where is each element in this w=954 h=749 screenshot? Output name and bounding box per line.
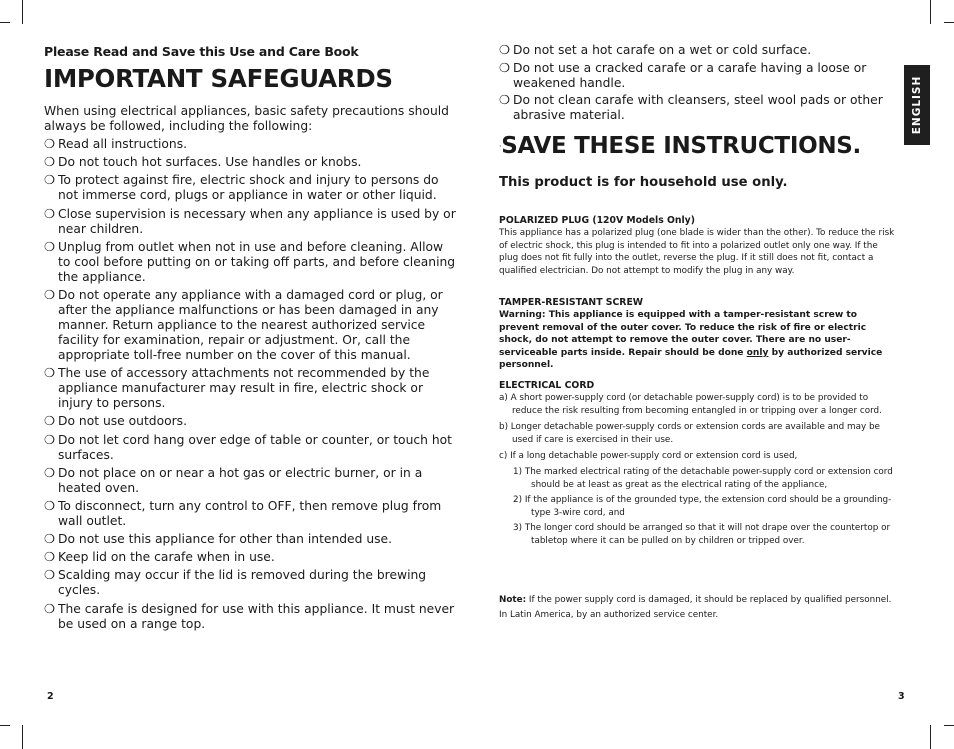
intro-title: Please Read and Save this Use and Care Book	[44, 44, 359, 59]
crop-mark	[944, 22, 954, 23]
circle-bullet-icon: ❍	[499, 60, 511, 75]
safeguard-item-text: The use of accessory attachments not recommended by the appliance manufacturer may result in fire, electric shock or injury to persons.	[58, 366, 430, 411]
bullet-dot: ·	[499, 142, 502, 151]
safeguard-item-text: Do not set a hot carafe on a wet or cold surface.	[513, 43, 812, 57]
safeguard-item	[44, 137, 458, 152]
safeguard-item	[44, 240, 458, 285]
safeguards-list-continued	[499, 43, 895, 126]
page-number: 3	[898, 691, 905, 702]
cord-subitem-2: 2) If the appliance is of the grounded type, the extension cord should be a grounding-type 3-wire cord, and	[513, 495, 892, 518]
tamper-screw-warning	[499, 309, 895, 372]
note-text: If the power supply cord is damaged, it should be replaced by qualified personnel. In Latin America, by an authorized service center.	[499, 595, 892, 620]
crop-mark	[0, 22, 10, 23]
note-label: Note:	[499, 595, 527, 605]
safeguard-item-text: To protect against fire, electric shock and injury to persons do not immerse cord, plugs or appliance in water or other liquid.	[58, 173, 439, 203]
safeguard-item	[44, 173, 458, 203]
household-use-notice: This product is for household use only.	[499, 175, 788, 190]
page-number: 2	[47, 691, 54, 702]
circle-bullet-icon: ❍	[44, 601, 56, 616]
safeguard-item-text: Keep lid on the carafe when in use.	[58, 550, 275, 565]
polarized-plug-text: This appliance has a polarized plug (one blade is wider than the other). To reduce the risk of electric shock, this plug is intended to fit into a polarized outlet only one way. If the plug does not fit fully into the outlet, reverse the plug. If it still does not fit, contact a qualified electrician. Do not attempt to modify the plug in any way.	[499, 228, 895, 276]
polarized-plug-title: POLARIZED PLUG (120V Models Only)	[499, 215, 695, 226]
circle-bullet-icon: ❍	[44, 366, 56, 381]
cord-note	[499, 593, 895, 623]
electrical-cord-title: ELECTRICAL CORD	[499, 380, 595, 391]
safeguard-item-text: Read all instructions.	[58, 137, 188, 151]
circle-bullet-icon: ❍	[44, 137, 56, 151]
safeguard-item	[44, 366, 458, 411]
safeguard-item	[44, 466, 458, 496]
safeguard-item	[499, 43, 895, 58]
circle-bullet-icon: ❍	[44, 498, 56, 513]
safeguard-item	[44, 532, 458, 547]
crop-mark	[944, 725, 954, 726]
tamper-warning-text: Warning: This appliance is equipped with a tamper-resistant screw to prevent removal of the outer cover. To reduce the risk of fire or electric shock, do not attempt to remove the outer cover. There are no user-serviceable parts inside. Repair should be done	[499, 310, 867, 358]
safeguard-item-text: Do not touch hot surfaces. Use handles or knobs.	[58, 155, 362, 170]
polarized-plug-section	[499, 215, 895, 277]
save-instructions-text: SAVE THESE INSTRUCTIONS.	[501, 133, 861, 159]
safeguard-item-text: Do not clean carafe with cleansers, steel wool pads or other abrasive material.	[513, 93, 883, 122]
safeguard-item	[499, 61, 895, 91]
circle-bullet-icon: ❍	[44, 414, 56, 429]
safeguard-item	[44, 433, 458, 463]
circle-bullet-icon: ❍	[44, 432, 56, 447]
circle-bullet-icon: ❍	[499, 93, 511, 107]
circle-bullet-icon: ❍	[44, 155, 56, 170]
circle-bullet-icon: ❍	[44, 532, 56, 547]
safeguards-list	[44, 137, 458, 635]
tamper-warning-text-end: by authorized service personnel.	[499, 347, 883, 371]
circle-bullet-icon: ❍	[499, 43, 511, 57]
cord-subitem-3: 3) The longer cord should be arranged so that it will not drape over the countertop or tabletop where it can be pulled on by children or tripped over.	[513, 523, 891, 546]
safeguard-item-text: Do not place on or near a hot gas or electric burner, or in a heated oven.	[58, 465, 423, 495]
tamper-screw-title: TAMPER-RESISTANT SCREW	[499, 297, 644, 308]
save-instructions-heading	[499, 133, 861, 159]
safeguard-item-text: Do not use outdoors.	[58, 414, 187, 429]
safeguard-item-text: Close supervision is necessary when any appliance is used by or near children.	[58, 206, 456, 236]
safeguard-item	[44, 602, 458, 632]
circle-bullet-icon: ❍	[44, 568, 56, 583]
cord-item-a: a) A short power-supply cord (or detachable power-supply cord) is to be provided to reduce the risk resulting from becoming entangled in or tripping over a longer cord.	[499, 393, 882, 416]
safeguard-item-text: Do not let cord hang over edge of table or counter, or touch hot surfaces.	[58, 432, 452, 462]
circle-bullet-icon: ❍	[44, 239, 56, 254]
electrical-cord-section	[499, 380, 895, 548]
cord-subitem-1: 1) The marked electrical rating of the detachable power-supply cord or extension cord should be at least as great as the electrical rating of the appliance,	[513, 466, 893, 490]
safeguard-item	[499, 93, 895, 123]
cord-item-c: c) If a long detachable power-supply cord or extension cord is used,	[499, 451, 798, 462]
language-tab	[904, 65, 930, 145]
crop-mark	[930, 725, 931, 749]
circle-bullet-icon: ❍	[44, 206, 56, 221]
important-safeguards-heading: IMPORTANT SAFEGUARDS	[44, 64, 393, 93]
safeguard-item-text: To disconnect, turn any control to OFF, then remove plug from wall outlet.	[58, 498, 442, 528]
safeguard-item	[44, 499, 458, 529]
tamper-warning-emphasis: only	[746, 347, 769, 358]
safeguard-item	[44, 550, 458, 565]
intro-paragraph: When using electrical appliances, basic safety precautions should always be followed, including the following:	[44, 104, 449, 133]
crop-mark	[22, 0, 23, 24]
safeguard-item-text: Unplug from outlet when not in use and before cleaning. Allow to cool before putting on or taking off parts, and before cleaning the appliance.	[58, 239, 456, 284]
safeguard-item	[44, 288, 458, 363]
crop-mark	[0, 725, 10, 726]
safeguard-item	[44, 568, 458, 598]
safeguard-item	[44, 155, 458, 170]
safeguard-item	[44, 414, 458, 429]
crop-mark	[22, 725, 23, 749]
crop-mark	[930, 0, 931, 24]
safeguard-item-text: Do not operate any appliance with a damaged cord or plug, or after the appliance malfunctions or has been damaged in any manner. Return appliance to the nearest authorized service facility for examination, repair or adjustment. Or, call the appropriate toll-free number on the cover of this manual.	[58, 287, 443, 362]
circle-bullet-icon: ❍	[44, 173, 56, 188]
safeguard-item-text: The carafe is designed for use with this appliance. It must never be used on a range top.	[58, 601, 455, 631]
circle-bullet-icon: ❍	[44, 550, 56, 565]
safeguard-item-text: Scalding may occur if the lid is removed during the brewing cycles.	[58, 568, 427, 598]
cord-item-b: b) Longer detachable power-supply cords or extension cords are available and may be used if care is exercised in their use.	[499, 422, 880, 445]
circle-bullet-icon: ❍	[44, 465, 56, 480]
safeguard-item	[44, 207, 458, 237]
tamper-screw-section	[499, 297, 895, 372]
safeguard-item-text: Do not use a cracked carafe or a carafe having a loose or weakened handle.	[513, 60, 867, 90]
safeguard-item-text: Do not use this appliance for other than intended use.	[58, 532, 393, 547]
language-tab-label: ENGLISH	[911, 75, 923, 135]
circle-bullet-icon: ❍	[44, 287, 56, 302]
